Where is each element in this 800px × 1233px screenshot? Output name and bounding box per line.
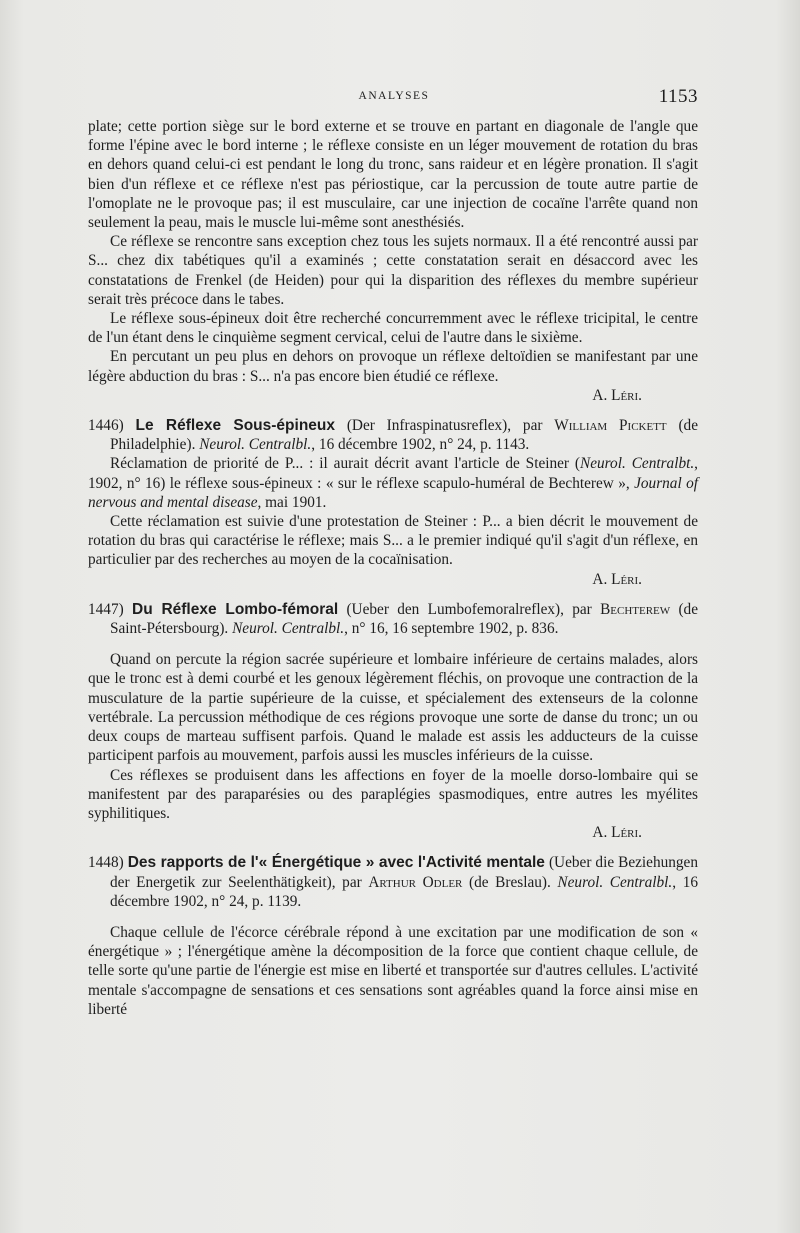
paragraph: Cette réclamation est suivie d'une protestation de Steiner : P... a bien décrit le mouvement de rotation du bras qui caractérise le réflexe; mais S... a le premier indiqué qu'il s'agit d'un réflexe, en particulier par des recherches au moyen de la cocaïnisation. bbox=[88, 513, 698, 569]
paragraph: Quand on percute la région sacrée supérieure et lombaire inférieure de certains malades, alors que le tronc est à demi courbé et les genoux légèrement fléchis, on provoque une contraction de la musculature de la partie supérieure de la cuisse, et spécialement des extenseurs de la colonne vertébrale. La percussion méthodique de ces régions provoque une sorte de danse du tronc; un ou deux coups de marteau suffisent parfois. Quand le malade est assis les adducteurs de la cuisse participent parfois au mouvement, parfois aussi les muscles inférieurs de la cuisse. bbox=[88, 651, 698, 765]
citation-text: (de Breslau). bbox=[462, 873, 558, 891]
entry-number: 1446) bbox=[88, 417, 124, 435]
journal-name: Neurol. Centralbl. bbox=[232, 620, 345, 638]
paragraph: Le réflexe sous-épineux doit être recherché concurremment avec le réflexe tricipital, le centre de l'un étant dens le cinquième segment cervical, celui de l'autre dans le sixième. bbox=[88, 310, 698, 347]
continued-review bbox=[88, 117, 698, 405]
running-head: ANALYSES bbox=[358, 90, 430, 102]
reviewer-signature: A. Léri. bbox=[592, 386, 642, 404]
author-name: Bechterew bbox=[600, 600, 671, 618]
citation-text: , n° 16, 16 septembre 1902, p. 836. bbox=[344, 620, 559, 638]
journal-name: Neurol. Centralbt. bbox=[580, 455, 695, 473]
entry-title: Le Réflexe Sous-épineux bbox=[135, 417, 335, 435]
entry-title: Du Réflexe Lombo-fémoral bbox=[132, 600, 339, 618]
entry-heading bbox=[88, 600, 698, 638]
entry-heading bbox=[88, 416, 698, 454]
entry-1447 bbox=[88, 600, 698, 842]
text-run: , mai 1901. bbox=[257, 493, 327, 511]
citation-text: (de Saint-Pétersbourg). bbox=[110, 600, 698, 638]
citation-text: , 16 décembre 1902, n° 24, p. 1143. bbox=[311, 436, 530, 454]
page-number: 1153 bbox=[658, 86, 698, 107]
citation-text: (Der Infraspinatusreflex), par bbox=[335, 417, 555, 435]
paragraph: Chaque cellule de l'écorce cérébrale répond à une excitation par une modification de son « énergétique » ; l'énergétique amène la décomposition de la force que contient chaque cellule, de telle sorte qu'une partie de l'énergie est mise en liberté et transportée sur d'autres cellules. L'activité mentale s'accompagne de sensations et ces sensations sont agréables quand la force ainsi mise en liberté bbox=[88, 923, 698, 1018]
entry-heading bbox=[88, 853, 698, 911]
paragraph bbox=[88, 454, 698, 512]
paragraph: plate; cette portion siège sur le bord externe et se trouve en partant en diagonale de l'angle que forme l'épine avec le bord interne ; le réflexe consiste en un léger mouvement de rotation du bras en dehors quand celui-ci est pendant le long du tronc, sans raideur et en légère pronation. Il s'agit bien d'un réflexe et ce réflexe n'est pas périostique, car la percussion de toute autre partie de l'omoplate ne le provoque pas; il est musculaire, car une injection de cocaïne l'arrête quand non seulement la peau, mais le muscle lui-même sont anesthésiés. bbox=[88, 118, 698, 232]
paragraph: Ce réflexe se rencontre sans exception chez tous les sujets normaux. Il a été rencontré aussi par S... chez dix tabétiques qu'il a examinés ; cette constatation serait en désaccord avec les constatations de Frenkel (de Heiden) pour qui la disparition des réflexes du membre supérieur serait très précoce dans le tabes. bbox=[88, 233, 698, 308]
citation-text: (Ueber den Lumbofemoralreflex), par bbox=[338, 600, 601, 618]
citation-text: (Ueber die Beziehungen der Energetik zur Seelenthätigkeit), par bbox=[110, 854, 698, 891]
journal-name: Neurol. Centralbl. bbox=[557, 873, 673, 891]
spacer bbox=[88, 638, 698, 650]
text-run: , 1902, n° 16) le réflexe sous-épineux : « sur le réflexe scapulo-huméral de Bechterew », bbox=[88, 455, 698, 492]
reviewer-signature: A. Léri. bbox=[592, 824, 642, 842]
journal-name: Neurol. Centralbl. bbox=[199, 436, 312, 454]
spacer bbox=[88, 911, 698, 923]
paragraph: En percutant un peu plus en dehors on provoque un réflexe deltoïdien se manifestant par une légère abduction du bras : S... n'a pas encore bien étudié ce réflexe. bbox=[88, 348, 698, 385]
journal-name: Journal of nervous and mental disease bbox=[88, 474, 698, 511]
entry-1446 bbox=[88, 416, 698, 589]
entry-1448 bbox=[88, 853, 698, 1019]
citation-text: (de Philadelphie). bbox=[110, 417, 698, 454]
paragraph: Ces réflexes se produisent dans les affections en foyer de la moelle dorso-lombaire qui se manifestent par des paraparésies ou des paraplégies spasmodiques, entre autres les myélites syphilitiques. bbox=[88, 766, 698, 822]
entry-title: Des rapports de l'« Énergétique » avec l'Activité mentale bbox=[127, 854, 545, 872]
entry-number: 1447) bbox=[88, 600, 124, 618]
citation-text: , 16 décembre 1902, n° 24, p. 1139. bbox=[110, 873, 699, 910]
entry-number: 1448) bbox=[88, 854, 124, 872]
author-name: Arthur Odler bbox=[368, 873, 463, 891]
page-header bbox=[90, 86, 698, 110]
author-name: William Pickett bbox=[554, 417, 667, 435]
text-run: Réclamation de priorité de P... : il aurait décrit avant l'article de Steiner ( bbox=[110, 455, 581, 473]
reviewer-signature: A. Léri. bbox=[592, 570, 642, 588]
page-body bbox=[88, 117, 698, 1019]
